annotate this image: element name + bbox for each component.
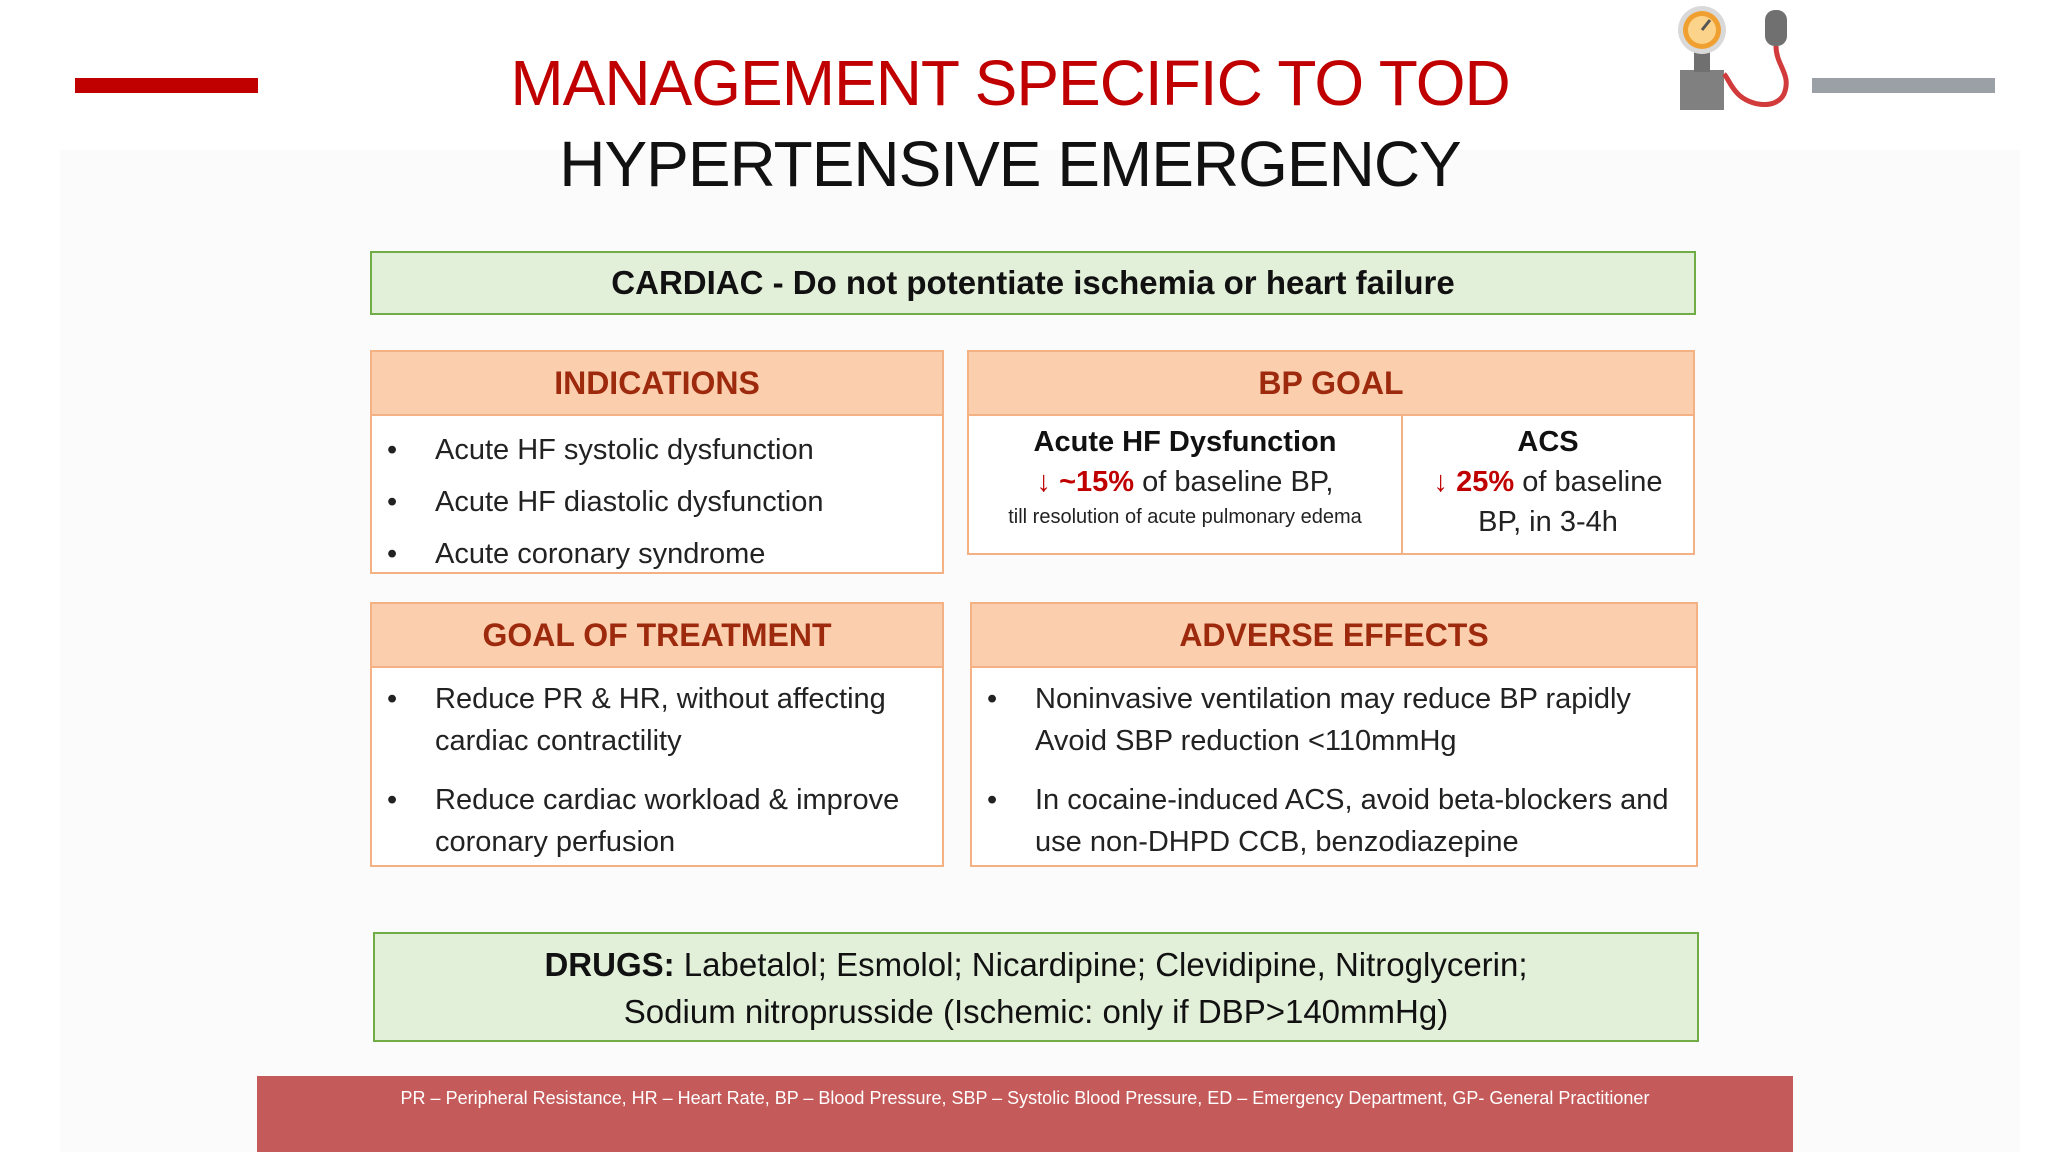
title-line-2: HYPERTENSIVE EMERGENCY: [559, 128, 1461, 200]
bullet: •: [387, 538, 398, 570]
bullet: •: [387, 683, 398, 715]
drugs-line-1: [375, 941, 1697, 988]
list-item: • Reduce PR & HR, without affecting cardiac contractility: [372, 678, 942, 762]
list-item: • Acute HF diastolic dysfunction: [372, 476, 942, 528]
adverse-effects-heading: ADVERSE EFFECTS: [972, 604, 1696, 668]
title-line-1: MANAGEMENT SPECIFIC TO TOD: [510, 47, 1510, 119]
indications-panel: [370, 350, 944, 574]
accent-bar-right: [1812, 78, 1995, 93]
bullet: •: [387, 486, 398, 518]
acute-hf-title: Acute HF Dysfunction: [1033, 426, 1337, 458]
acs-target-text-2: BP, in 3-4h: [1478, 506, 1618, 538]
bp-goal-acs: [1403, 416, 1693, 555]
list-item: • Reduce cardiac workload & improve coronary perfusion: [372, 779, 942, 863]
list-item: • In cocaine-induced ACS, avoid beta-blockers and use non-DHPD CCB, benzodiazepine: [972, 779, 1696, 863]
blood-pressure-monitor-icon: [1672, 2, 1798, 112]
acs-target: [1403, 462, 1693, 502]
acute-hf-target: [969, 462, 1401, 502]
bullet: •: [387, 434, 398, 466]
footer-abbreviations: PR – Peripheral Resistance, HR – Heart Rate, BP – Blood Pressure, SBP – Systolic Blood Pressure, ED – Emergency Department, GP- General Practitioner: [400, 1088, 1650, 1108]
list-item: • Noninvasive ventilation may reduce BP rapidly Avoid SBP reduction <110mmHg: [972, 678, 1696, 762]
drugs-line-2: Sodium nitroprusside (Ischemic: only if DBP>140mmHg): [623, 993, 1449, 1030]
adverse-effects-list: [972, 668, 1696, 863]
bp-goal-heading: BP GOAL: [969, 352, 1693, 416]
drugs-list-1: Labetalol; Esmolol; Nicardipine; Clevidipine, Nitroglycerin;: [674, 946, 1528, 983]
bullet: •: [987, 683, 998, 715]
accent-bar-left: [75, 78, 258, 93]
indications-list: [372, 416, 942, 580]
acs-title: ACS: [1517, 426, 1579, 458]
goal-of-treatment-panel: [370, 602, 944, 867]
drugs-label: DRUGS:: [544, 946, 675, 983]
adverse-effects-panel: [970, 602, 1698, 867]
bp-goal-panel: [967, 350, 1695, 555]
cardiac-banner: CARDIAC - Do not potentiate ischemia or heart failure: [370, 251, 1696, 315]
acute-hf-note: till resolution of acute pulmonary edema: [1008, 506, 1362, 528]
footer-bar: [257, 1076, 1793, 1152]
list-item: • Acute HF systolic dysfunction: [372, 424, 942, 476]
list-item: • Acute coronary syndrome: [372, 528, 942, 580]
bullet: •: [987, 784, 998, 816]
arrow-down-icon: ↓: [1433, 466, 1449, 498]
page-title: [400, 42, 1620, 204]
arrow-down-icon: ↓: [1036, 466, 1052, 498]
acs-target-text: of baseline: [1514, 466, 1663, 498]
bullet: •: [387, 784, 398, 816]
acute-hf-percent: ~15%: [1059, 466, 1135, 498]
acs-percent: 25%: [1456, 466, 1515, 498]
bp-goal-columns: [969, 416, 1693, 555]
goal-of-treatment-list: [372, 668, 942, 863]
drugs-banner: [373, 932, 1699, 1042]
goal-of-treatment-heading: GOAL OF TREATMENT: [372, 604, 942, 668]
indications-heading: INDICATIONS: [372, 352, 942, 416]
bp-goal-acute-hf: [969, 416, 1403, 555]
acute-hf-target-text: of baseline BP,: [1134, 466, 1334, 498]
